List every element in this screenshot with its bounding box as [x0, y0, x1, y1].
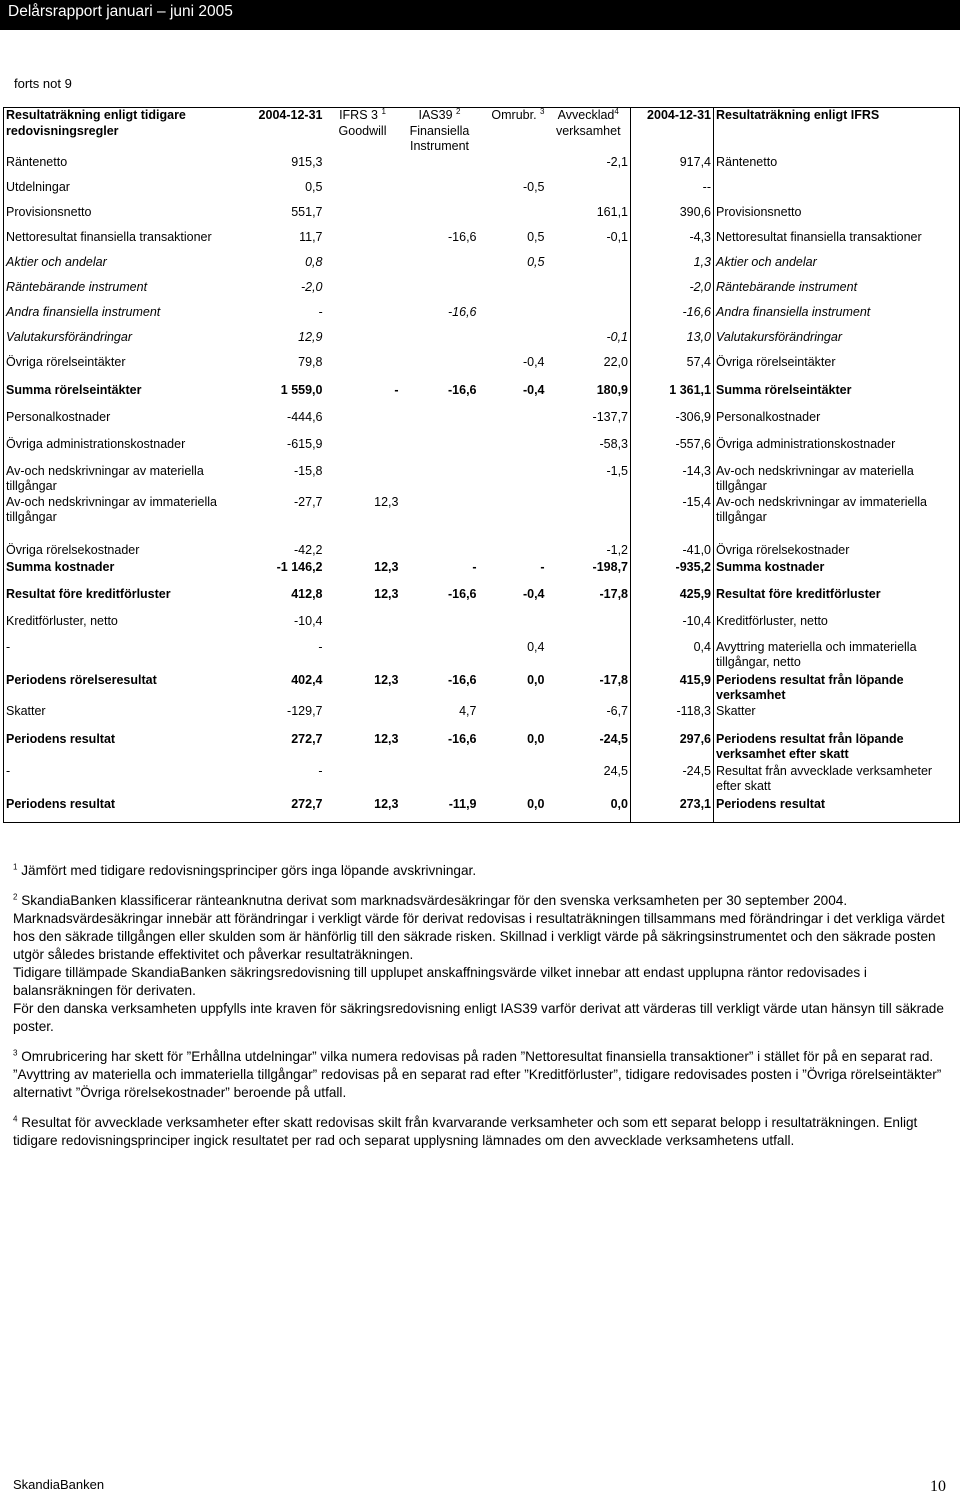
header-col-avvecklad: Avvecklad$^4$ verksamhet [547, 108, 631, 155]
cell-value [479, 614, 547, 640]
row-label-ifrs: Aktier och andelar [714, 255, 960, 280]
cell-value [325, 437, 401, 464]
cell-value: -11,9 [401, 797, 479, 823]
cell-value: 24,5 [547, 764, 631, 797]
row-label-ifrs: Periodens resultat från löpande verksamhet [714, 673, 960, 704]
footnote-paragraph [13, 1048, 945, 1102]
table-row [4, 543, 960, 560]
cell-value: - [472, 559, 477, 574]
cell-value [325, 355, 401, 383]
footnote-number: 2 [13, 892, 18, 902]
footer-company: SkandiaBanken [13, 1477, 105, 1492]
row-label-ifrs: Andra finansiella instrument [714, 305, 960, 330]
cell-value: 272,7 [245, 797, 325, 823]
row-label-old: Räntenetto [4, 155, 245, 180]
cell-value: -16,6 [631, 305, 714, 330]
footnote-paragraph [13, 1000, 945, 1036]
row-label-ifrs: Avyttring materiella och immateriella tillgångar, netto [714, 640, 960, 673]
cell-value: 915,3 [291, 154, 323, 169]
cell-value [325, 764, 401, 797]
cell-value: -- [631, 180, 714, 205]
header-col-2004-ifrs: 2004-12-31 [631, 108, 714, 155]
cell-value: -0,4 [522, 354, 545, 369]
cell-value [479, 305, 547, 330]
cell-value: 57,4 [631, 355, 714, 383]
row-label-ifrs: Personalkostnader [714, 410, 960, 437]
row-label-ifrs: Räntenetto [714, 155, 960, 180]
cell-value: 12,3 [374, 586, 399, 601]
table-row [4, 587, 960, 614]
row-label-old: Aktier och andelar [4, 255, 245, 280]
row-label-old: Av-och nedskrivningar av immateriella tillgångar [4, 495, 245, 543]
row-label-old: Av-och nedskrivningar av materiella tillgångar [4, 464, 245, 495]
cell-value: 161,1 [547, 205, 631, 230]
cell-value [547, 614, 631, 640]
row-label-old: Periodens rörelseresultat [4, 673, 245, 704]
cell-value [479, 205, 547, 230]
cell-value: - [318, 763, 323, 778]
row-label-ifrs: Periodens resultat [714, 797, 960, 823]
cell-value [325, 640, 401, 673]
cell-value: -935,2 [631, 560, 714, 587]
cell-value: -10,4 [294, 613, 323, 628]
cell-value [401, 205, 479, 230]
row-label-old: Periodens resultat [4, 732, 245, 764]
table-row [4, 230, 960, 255]
cell-value [479, 330, 547, 355]
cell-value [325, 305, 401, 330]
table-row [4, 205, 960, 230]
cell-value: 4,7 [459, 703, 477, 718]
cell-value: - [540, 559, 545, 574]
row-label-old: Summa rörelseintäkter [4, 383, 245, 410]
cell-value [401, 437, 479, 464]
cell-value [401, 464, 479, 495]
cell-value: 12,3 [374, 672, 399, 687]
row-label-old: Övriga rörelseintäkter [4, 355, 245, 383]
cell-value: 12,3 [374, 559, 399, 574]
cell-value: -1,2 [547, 543, 631, 560]
cell-value [325, 543, 401, 560]
cell-value [401, 495, 479, 543]
table-row [4, 614, 960, 640]
cell-value [479, 764, 547, 797]
table-row [4, 255, 960, 280]
cell-value: -1 146,2 [276, 559, 323, 574]
cell-value: 22,0 [547, 355, 631, 383]
cell-value: -41,0 [631, 543, 714, 560]
cell-value: -24,5 [547, 732, 631, 764]
cell-value: -16,6 [448, 229, 477, 244]
cell-value: -0,1 [547, 330, 631, 355]
row-label-ifrs: Av-och nedskrivningar av immateriella tillgångar [714, 495, 960, 543]
cell-value: -24,5 [631, 764, 714, 797]
cell-value: -27,7 [294, 494, 323, 509]
cell-value: -306,9 [631, 410, 714, 437]
cell-value: - [318, 639, 323, 654]
cell-value: -14,3 [631, 464, 714, 495]
cell-value [325, 280, 401, 305]
cell-value: 1,3 [631, 255, 714, 280]
cell-value: -15,8 [294, 463, 323, 478]
row-label-ifrs: Övriga administrationskostnader [714, 437, 960, 464]
footnote-text: Omrubricering har skett för ”Erhållna utdelningar” vilka numera redovisas på raden ”Nettoresultat finansiella transaktioner” i stället för på en separat rad. ”Avyttring av materiella och immateriella tillgångar” redovisas på en separat rad efter ”Kreditförluster”, tidigare redovisades posten i ”Övriga rörelseintäkter” alternativt ”Övriga rörelsekostnader” beroende på utfall. [13, 1049, 942, 1100]
cell-value [547, 180, 631, 205]
row-label-old: Kreditförluster, netto [4, 614, 245, 640]
cell-value: 12,3 [374, 731, 399, 746]
cell-value: 0,4 [631, 640, 714, 673]
table-row [4, 495, 960, 543]
row-label-ifrs: Summa rörelseintäkter [714, 383, 960, 410]
cell-value: -15,4 [631, 495, 714, 543]
cell-value: 0,0 [527, 672, 545, 687]
footnote-number: 1 [13, 862, 18, 872]
header-col-ias39: IAS39 $^2$ Finansiella Instrument [401, 108, 479, 155]
row-label-old: Resultat före kreditförluster [4, 587, 245, 614]
row-label-old: - [4, 640, 245, 673]
header-col-ifrs3: IFRS 3 $^1$ Goodwill [325, 108, 401, 155]
row-label-ifrs: Nettoresultat finansiella transaktioner [714, 230, 960, 255]
cell-value: 0,4 [527, 639, 545, 654]
cell-value: -2,1 [547, 155, 631, 180]
cell-value [401, 410, 479, 437]
cell-value: 0,0 [547, 797, 631, 823]
section-title: forts not 9 [14, 76, 72, 91]
cell-value [325, 255, 401, 280]
row-label-old: Skatter [4, 704, 245, 732]
cell-value: -6,7 [547, 704, 631, 732]
cell-value: -1,5 [547, 464, 631, 495]
cell-value [479, 464, 547, 495]
row-label-old: Räntebärande instrument [4, 280, 245, 305]
cell-value [325, 205, 401, 230]
cell-value [325, 180, 401, 205]
cell-value: -0,5 [522, 179, 545, 194]
cell-value [325, 230, 401, 255]
table-row [4, 640, 960, 673]
cell-value [325, 704, 401, 732]
cell-value: -17,8 [547, 673, 631, 704]
row-label-ifrs: Kreditförluster, netto [714, 614, 960, 640]
cell-value: -557,6 [631, 437, 714, 464]
table-header-row [4, 108, 960, 155]
cell-value [401, 180, 479, 205]
document-header-bar [0, 0, 960, 30]
row-label-ifrs: Provisionsnetto [714, 205, 960, 230]
cell-value: -118,3 [631, 704, 714, 732]
footer-page-number: 10 [930, 1478, 946, 1495]
cell-value: 12,9 [298, 329, 323, 344]
row-label-ifrs: Räntebärande instrument [714, 280, 960, 305]
table-row [4, 560, 960, 587]
footnote-3 [13, 1048, 945, 1102]
cell-value: 0,5 [527, 254, 545, 269]
cell-value: -0,4 [522, 586, 545, 601]
cell-value [479, 155, 547, 180]
row-label-ifrs: Resultat före kreditförluster [714, 587, 960, 614]
row-label-ifrs: Valutakursförändringar [714, 330, 960, 355]
cell-value [325, 330, 401, 355]
cell-value: 0,5 [527, 229, 545, 244]
cell-value: 0,0 [479, 797, 547, 823]
footnote-1 [13, 862, 945, 880]
cell-value: -10,4 [631, 614, 714, 640]
row-label-ifrs [714, 180, 960, 205]
cell-value: 425,9 [631, 587, 714, 614]
cell-value: 402,4 [291, 672, 323, 687]
cell-value: 390,6 [631, 205, 714, 230]
footnote-number: 3 [13, 1048, 18, 1058]
cell-value: 272,7 [291, 731, 323, 746]
cell-value: 1 361,1 [631, 383, 714, 410]
row-label-old: Periodens resultat [4, 797, 245, 823]
cell-value: -17,8 [547, 587, 631, 614]
income-statement-table [3, 107, 960, 823]
cell-value: -4,3 [631, 230, 714, 255]
row-label-ifrs: Skatter [714, 704, 960, 732]
cell-value [401, 155, 479, 180]
table-row [4, 437, 960, 464]
header-col-omrubr: Omrubr. $^3$ [479, 108, 547, 155]
cell-value: 79,8 [298, 354, 323, 369]
row-label-ifrs: Övriga rörelsekostnader [714, 543, 960, 560]
cell-value [325, 410, 401, 437]
row-label-old: Utdelningar [4, 180, 245, 205]
cell-value: 297,6 [631, 732, 714, 764]
footnote-number: 4 [13, 1114, 18, 1124]
cell-value: 12,3 [374, 494, 399, 509]
cell-value [479, 495, 547, 543]
footnote-paragraph [13, 964, 945, 1000]
cell-value: -16,6 [448, 382, 477, 397]
footnote-text: SkandiaBanken klassificerar ränteanknutna derivat som marknadsvärdesäkringar för den svenska verksamheten per 30 september 2004. Marknadsvärdesäkringar innebär att förändringar i verkligt värde för derivat redovisas i resultaträkningen tillsammans med förändringar i det verkliga värdet hos den säkrade tillgången eller skulden som är hänförlig till den säkrade risken. Skillnad i verkligt värde på säkringsinstrumentet och den säkrade posten utgör således bristande effektivitet och påverkar resultaträkningen. [13, 893, 945, 962]
row-label-ifrs: Övriga rörelseintäkter [714, 355, 960, 383]
table-row [4, 732, 960, 764]
cell-value [401, 640, 479, 673]
row-label-old: Valutakursförändringar [4, 330, 245, 355]
row-label-old: Övriga rörelsekostnader [4, 543, 245, 560]
cell-value: -2,0 [300, 279, 323, 294]
table-row [4, 180, 960, 205]
cell-value: - [394, 382, 399, 397]
footnote-paragraph [13, 862, 945, 880]
cell-value: 0,0 [527, 731, 545, 746]
cell-value [547, 640, 631, 673]
cell-value [401, 543, 479, 560]
row-label-old: Summa kostnader [4, 560, 245, 587]
footnote-text: Jämfört med tidigare redovisningsprinciper görs inga löpande avskrivningar. [21, 863, 477, 878]
cell-value: 412,8 [291, 586, 323, 601]
row-label-ifrs: Summa kostnader [714, 560, 960, 587]
cell-value [401, 255, 479, 280]
cell-value [401, 764, 479, 797]
row-label-old: Andra finansiella instrument [4, 305, 245, 330]
cell-value: -137,7 [547, 410, 631, 437]
row-label-ifrs: Resultat från avvecklade verksamheter efter skatt [714, 764, 960, 797]
cell-value: 415,9 [631, 673, 714, 704]
cell-value: 0,8 [305, 254, 323, 269]
row-label-old: Övriga administrationskostnader [4, 437, 245, 464]
cell-value: -0,1 [547, 230, 631, 255]
footnote-text: Tidigare tillämpade SkandiaBanken säkringsredovisning till upplupet anskaffningsvärde vilket innebar att endast upplupna räntor redovisades i balansräkningen för derivaten. [13, 965, 867, 998]
cell-value: -129,7 [287, 703, 323, 718]
table-row [4, 797, 960, 823]
cell-value: 551,7 [291, 204, 323, 219]
footnotes [13, 862, 945, 1162]
cell-value [479, 437, 547, 464]
cell-value: -0,4 [522, 382, 545, 397]
cell-value [547, 255, 631, 280]
footnote-paragraph [13, 1114, 945, 1150]
cell-value [547, 305, 631, 330]
row-label-old: - [4, 764, 245, 797]
cell-value: 1 559,0 [280, 382, 323, 397]
cell-value [401, 355, 479, 383]
cell-value: -198,7 [547, 560, 631, 587]
table-row [4, 464, 960, 495]
table-row [4, 673, 960, 704]
cell-value [479, 410, 547, 437]
cell-value: -58,3 [547, 437, 631, 464]
header-left-label: Resultaträkning enligt tidigare redovisningsregler [4, 108, 245, 155]
footnote-text: För den danska verksamheten uppfylls inte kraven för säkringsredovisning enligt IAS39 varför derivat att värderas till verkligt värde utan hänsyn till säkrade poster. [13, 1001, 944, 1034]
cell-value: - [318, 304, 323, 319]
cell-value [401, 330, 479, 355]
cell-value [547, 495, 631, 543]
cell-value [401, 614, 479, 640]
table-row [4, 410, 960, 437]
header-right-label: Resultaträkning enligt IFRS [714, 108, 960, 155]
row-label-ifrs: Av-och nedskrivningar av materiella tillgångar [714, 464, 960, 495]
cell-value: 12,3 [325, 797, 401, 823]
footnote-text: Resultat för avvecklade verksamheter efter skatt redovisas skilt från kvarvarande verksamheter och som ett separat belopp i resultaträkningen. Enligt tidigare redovisningsprinciper ingick resultatet per rad och separat upplysning lämnades om den avvecklade verksamhetens utfall. [13, 1115, 918, 1148]
table-row [4, 305, 960, 330]
cell-value: -16,6 [448, 586, 477, 601]
cell-value: 917,4 [631, 155, 714, 180]
table-row [4, 355, 960, 383]
cell-value: -42,2 [294, 542, 323, 557]
cell-value [547, 280, 631, 305]
row-label-ifrs: Periodens resultat från löpande verksamhet efter skatt [714, 732, 960, 764]
footnote-2 [13, 892, 945, 1036]
cell-value [325, 464, 401, 495]
table-row [4, 280, 960, 305]
row-label-old: Personalkostnader [4, 410, 245, 437]
cell-value [479, 280, 547, 305]
row-label-old: Nettoresultat finansiella transaktioner [4, 230, 245, 255]
cell-value: -444,6 [287, 409, 323, 424]
table-row [4, 704, 960, 732]
cell-value: 273,1 [631, 797, 714, 823]
cell-value: -16,6 [448, 304, 477, 319]
table-row [4, 155, 960, 180]
footnote-4 [13, 1114, 945, 1150]
cell-value: 180,9 [547, 383, 631, 410]
cell-value: 11,7 [299, 229, 323, 244]
cell-value: 0,5 [305, 179, 323, 194]
cell-value: -16,6 [448, 731, 477, 746]
cell-value [479, 704, 547, 732]
cell-value: -16,6 [448, 672, 477, 687]
cell-value [325, 155, 401, 180]
table-row [4, 330, 960, 355]
footnote-paragraph [13, 892, 945, 964]
cell-value [325, 614, 401, 640]
cell-value [479, 543, 547, 560]
cell-value: -615,9 [287, 436, 323, 451]
document-title: Delårsrapport januari – juni 2005 [8, 3, 233, 20]
table-row [4, 383, 960, 410]
row-label-old: Provisionsnetto [4, 205, 245, 230]
cell-value: -2,0 [631, 280, 714, 305]
header-col-2004-old: 2004-12-31 [245, 108, 325, 155]
table-row [4, 764, 960, 797]
cell-value [401, 280, 479, 305]
cell-value: 13,0 [631, 330, 714, 355]
